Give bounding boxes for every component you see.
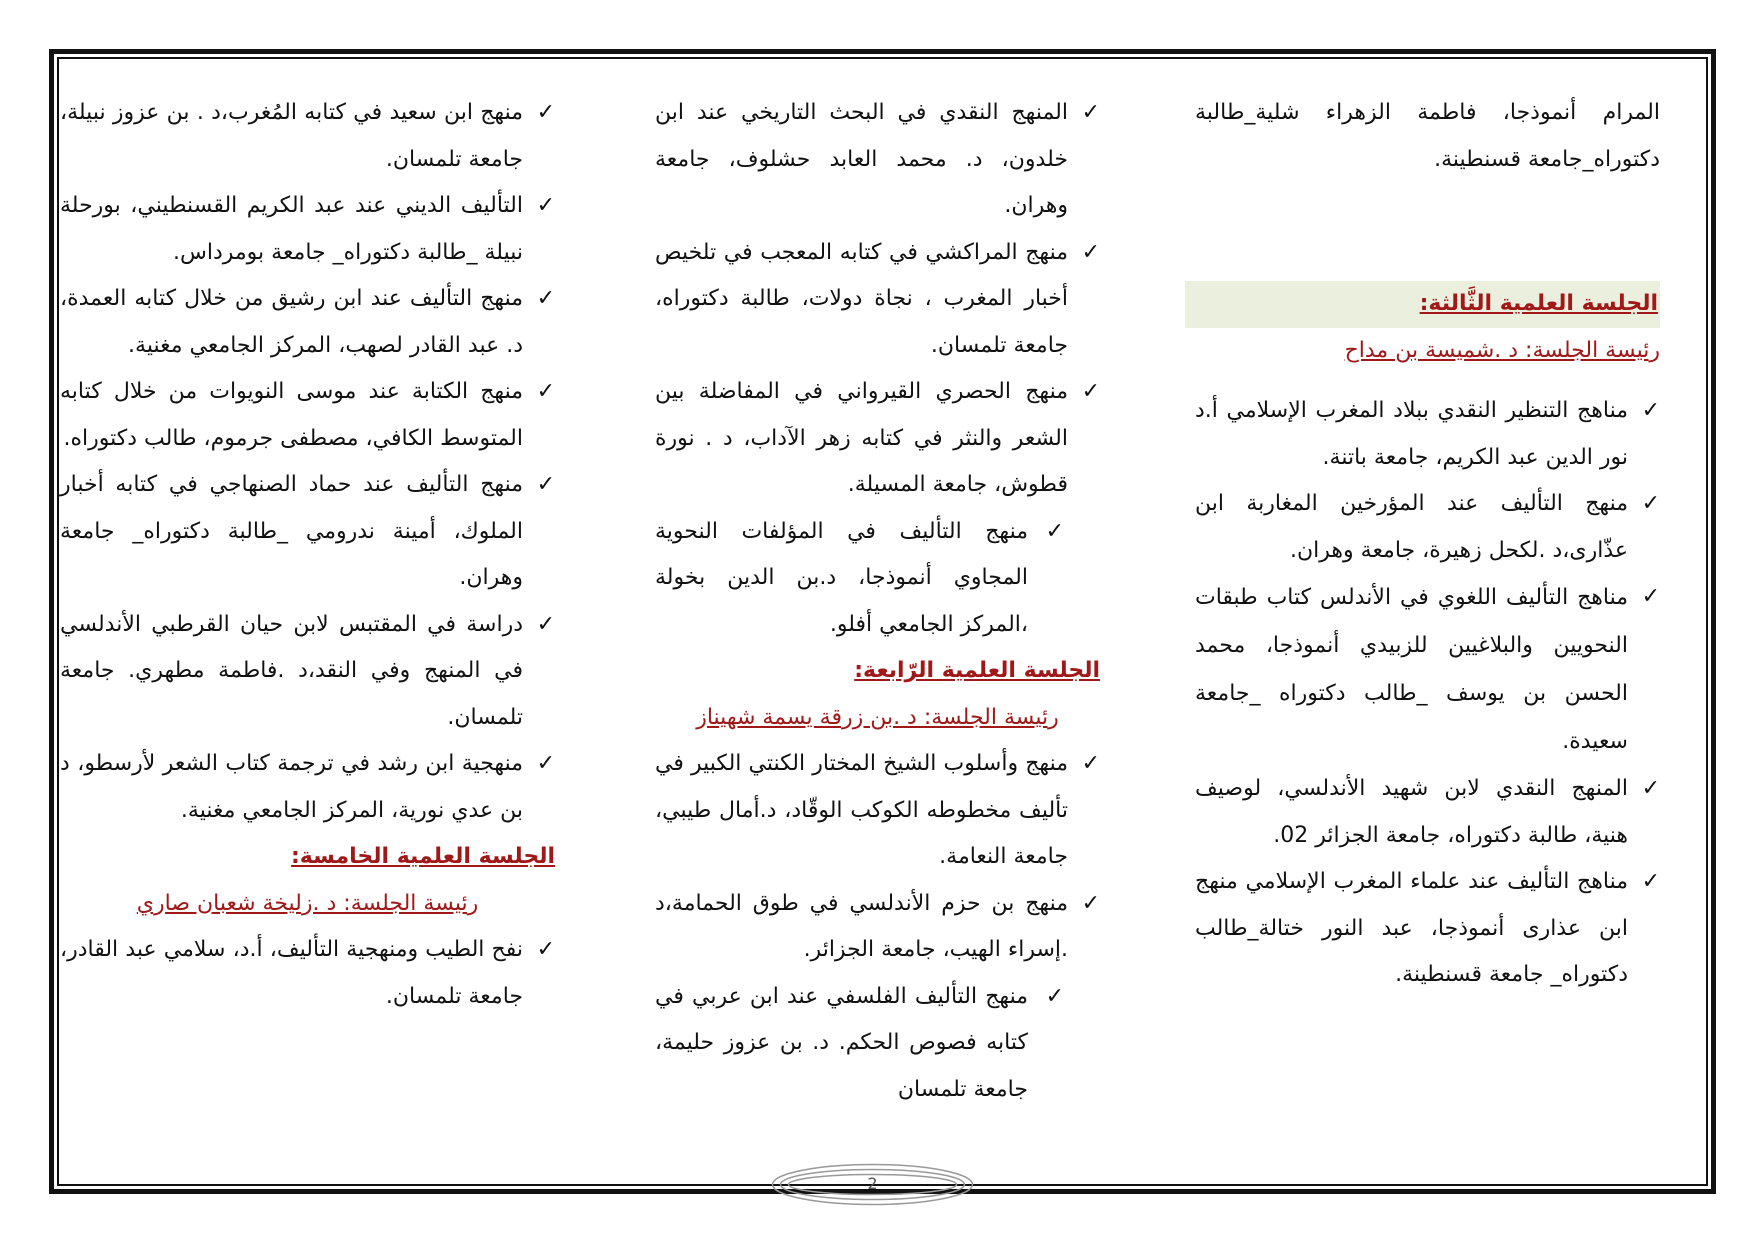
list-item <box>1195 388 1660 481</box>
spacer <box>1195 183 1660 281</box>
list-item-text: دراسة في المقتبس لابن حيان القرطبي الأندلسي في المنهج وفي النقد،د .فاطمة مطهري. جامعة تلمسان. <box>60 611 523 730</box>
list-item <box>1195 859 1660 999</box>
list-item <box>60 741 555 834</box>
session-4-title: الجلسة العلمية الرّابعة: <box>854 658 1100 683</box>
checkmark-icon: ✓ <box>536 100 555 125</box>
list-item <box>655 369 1100 509</box>
middle-column <box>655 90 1100 1113</box>
checkmark-icon: ✓ <box>1641 398 1660 423</box>
list-item-text: مناهج التأليف عند علماء المغرب الإسلامي منهج ابن عذارى أنموذجا، عبد النور ختالة_طالب دكتوراه_ جامعة قسنطينة. <box>1195 869 1628 987</box>
list-item-text: منهج المراكشي في كتابه المعجب في تلخيص أخبار المغرب ، نجاة دولات، طالبة دكتوراه، جامعة تلمسان. <box>655 239 1068 358</box>
checkmark-icon: ✓ <box>536 611 555 637</box>
list-item-text: منهج الكتابة عند موسى النويوات من خلال كتابه المتوسط الكافي، مصطفى جرموم، طالب دكتوراه. <box>60 379 523 451</box>
list-item-text: منهجية ابن رشد في ترجمة كتاب الشعر لأرسطو، د بن عدي نورية، المركز الجامعي مغنية. <box>60 751 523 823</box>
checkmark-icon: ✓ <box>1045 518 1064 544</box>
checkmark-icon: ✓ <box>1641 776 1660 801</box>
list-item-text: منهج بن حزم الأندلسي في طوق الحمامة،د .إسراء الهيب، جامعة الجزائر. <box>655 890 1068 962</box>
left-column <box>60 90 555 1020</box>
session-5-title: الجلسة العلمية الخامسة: <box>290 844 555 869</box>
list-item-text: المنهج النقدي لابن شهيد الأندلسي، لوصيف هنية، طالبة دكتوراه، جامعة الجزائر 02. <box>1195 776 1628 848</box>
list-item <box>655 881 1100 974</box>
list-item <box>60 276 555 369</box>
list-item <box>60 183 555 276</box>
list-item-text: التأليف الديني عند عبد الكريم القسنطيني، بورحلة نبيلة _طالبة دكتوراه_ جامعة بومرداس. <box>60 193 523 265</box>
list-item-text: مناهج التأليف اللغوي في الأندلس كتاب طبقات النحويين والبلاغيين للزبيدي أنموذجا، محمد الحسن بن يوسف _طالب دكتوراه _جامعة سعيدة. <box>1195 585 1628 754</box>
session-4-chair: رئيسة الجلسة: د .بن زرقة يسمة شهيناز <box>696 704 1059 730</box>
list-item <box>60 369 555 462</box>
checkmark-icon: ✓ <box>1641 491 1660 516</box>
list-item <box>1195 481 1660 574</box>
list-item-text: منهج ابن سعيد في كتابه المُغرب،د . بن عزوز نبيلة، جامعة تلمسان. <box>60 100 523 172</box>
list-sub-item <box>655 974 1068 1114</box>
right-column <box>1195 90 1660 999</box>
checkmark-icon: ✓ <box>1081 890 1100 916</box>
checkmark-icon: ✓ <box>536 751 555 776</box>
checkmark-icon: ✓ <box>536 472 555 497</box>
list-item <box>655 741 1100 881</box>
list-item-text: مناهج التنظير النقدي ببلاد المغرب الإسلامي أ.د نور الدين عبد الكريم، جامعة باتنة. <box>1195 398 1628 470</box>
list-item-text: منهج وأسلوب الشيخ المختار الكنتي الكبير في تأليف مخطوطه الكوكب الوقّاد، د.أمال طيبي، جامعة النعامة. <box>655 751 1068 869</box>
list-sub-item <box>655 509 1068 649</box>
session-5-chair: رئيسة الجلسة: د .زليخة شعبان صاري <box>136 890 479 916</box>
page-number-ornament <box>770 1162 975 1207</box>
list-item <box>60 927 555 1020</box>
list-item-text: نفح الطيب ومنهجية التأليف، أ.د، سلامي عبد القادر، جامعة تلمسان. <box>60 937 523 1009</box>
checkmark-icon: ✓ <box>536 937 555 962</box>
checkmark-icon: ✓ <box>1081 751 1100 776</box>
list-item <box>60 90 555 183</box>
checkmark-icon: ✓ <box>1045 983 1064 1009</box>
checkmark-icon: ✓ <box>1641 584 1660 609</box>
list-item-text: منهج التأليف عند ابن رشيق من خلال كتابه العمدة، د. عبد القادر لصهب، المركز الجامعي مغنية. <box>60 286 523 358</box>
list-item <box>1195 766 1660 859</box>
list-item-text: منهج التأليف الفلسفي عند ابن عربي في كتابه فصوص الحكم. د. بن عزوز حليمة، جامعة تلمسان <box>655 983 1028 1102</box>
page-number: 2 <box>867 1174 878 1193</box>
session-3-title: الجلسة العلمية الثَّالثة: <box>1185 281 1660 328</box>
list-item <box>655 230 1100 370</box>
checkmark-icon: ✓ <box>1081 379 1100 404</box>
list-item-text: منهج التأليف عند حماد الصنهاجي في كتابه أخبار الملوك، أمينة ندرومي _طالبة دكتوراه_ جامعة وهران. <box>60 472 523 590</box>
checkmark-icon: ✓ <box>536 286 555 311</box>
list-item-text: منهج التأليف في المؤلفات النحوية المجاوي أنموذجا، د.بن الدين بخولة ،المركز الجامعي أفلو. <box>655 518 1028 637</box>
checkmark-icon: ✓ <box>1641 869 1660 894</box>
list-item <box>60 602 555 742</box>
checkmark-icon: ✓ <box>1081 239 1100 265</box>
session-3-chair: رئيسة الجلسة: د .شميسة بن مداح <box>1344 337 1660 363</box>
list-item <box>655 90 1100 230</box>
checkmark-icon: ✓ <box>536 193 555 218</box>
list-item <box>60 462 555 602</box>
list-item-text: المنهج النقدي في البحث التاريخي عند ابن خلدون، د. محمد العابد حشلوف، جامعة وهران. <box>655 100 1068 218</box>
intro-paragraph: المرام أنموذجا، فاطمة الزهراء شلية_طالبة دكتوراه_جامعة قسنطينة. <box>1195 100 1660 172</box>
list-item-text: منهج التأليف عند المؤرخين المغاربة ابن عذّارى،د .لكحل زهيرة، جامعة وهران. <box>1195 491 1628 563</box>
list-item-text: منهج الحصري القيرواني في المفاضلة بين الشعر والنثر في كتابه زهر الآداب، د . نورة قطوش، جامعة المسيلة. <box>655 379 1068 497</box>
checkmark-icon: ✓ <box>1081 100 1100 125</box>
list-item <box>1195 574 1660 766</box>
checkmark-icon: ✓ <box>536 379 555 404</box>
